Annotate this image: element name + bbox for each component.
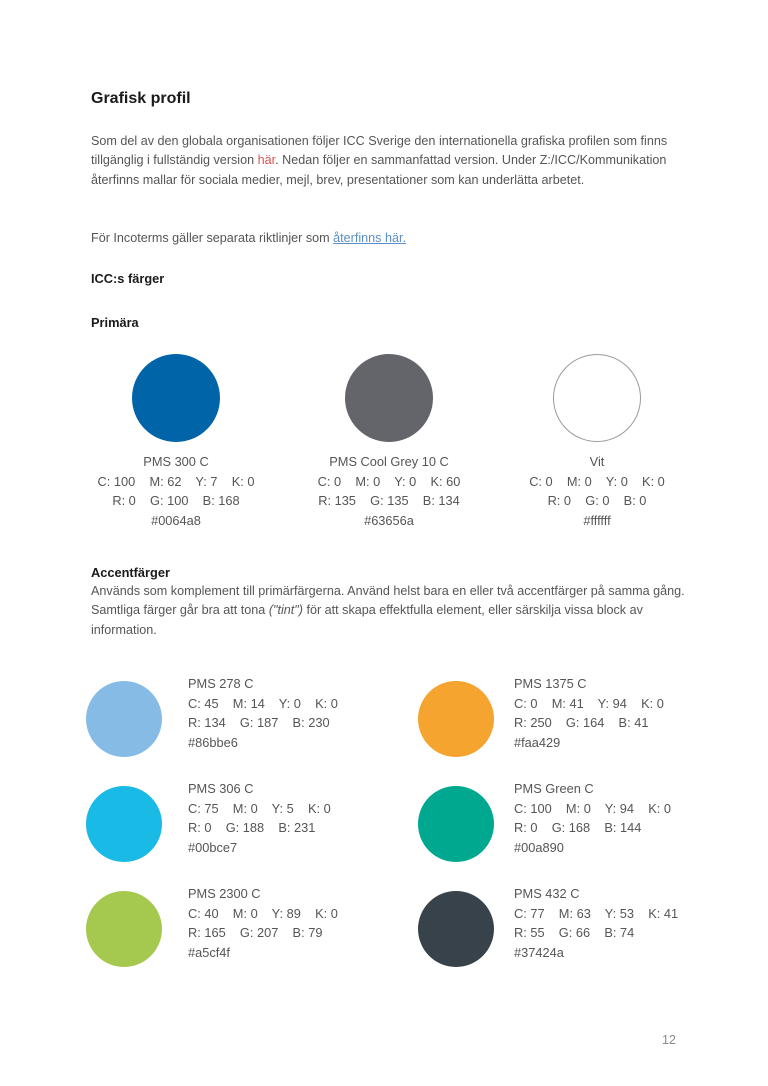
color-circle — [86, 891, 162, 967]
color-circle — [418, 891, 494, 967]
accent-swatch-1375 — [418, 674, 738, 764]
incoterms-paragraph — [91, 229, 691, 248]
color-hex: #00a890 — [514, 839, 564, 855]
color-name: PMS 1375 C — [514, 676, 587, 691]
color-name: PMS 306 C — [188, 781, 254, 796]
color-cmyk: C: 40 M: 0 Y: 89 K: 0 — [188, 905, 338, 921]
incoterms-link[interactable]: återfinns här. — [333, 231, 406, 245]
color-cmyk: C: 0 M: 41 Y: 94 K: 0 — [514, 695, 664, 711]
color-rgb: R: 134 G: 187 B: 230 — [188, 715, 330, 730]
color-rgb: R: 0 G: 168 B: 144 — [514, 820, 642, 835]
color-cmyk: C: 100 M: 0 Y: 94 K: 0 — [514, 800, 671, 816]
primary-swatch-white — [482, 354, 712, 530]
color-name: PMS Cool Grey 10 C — [329, 454, 449, 469]
intro-text-after: . Nedan följer en sammanfattad version. Under Z:/ICC/Kommunikation återfinns mallar för sociala medier, mejl, brev, presentationer som kan underlätta arbetet. — [91, 153, 667, 187]
primary-swatch-grey — [274, 354, 504, 530]
color-circle — [86, 786, 162, 862]
accent-text-italic: ("tint") — [268, 603, 303, 618]
accent-description — [91, 582, 691, 640]
color-hex: #faa429 — [514, 734, 561, 750]
color-rgb: R: 165 G: 207 B: 79 — [188, 925, 323, 940]
primary-swatch-blue — [61, 354, 291, 530]
color-circle — [418, 681, 494, 757]
color-circle — [553, 354, 641, 442]
color-circle — [345, 354, 433, 442]
color-circle — [86, 681, 162, 757]
color-name: PMS 2300 C — [188, 886, 261, 901]
color-name: PMS Green C — [514, 781, 594, 796]
accent-swatch-green — [418, 779, 738, 869]
color-cmyk: C: 0 M: 0 Y: 0 K: 0 — [529, 473, 665, 489]
color-cmyk: C: 45 M: 14 Y: 0 K: 0 — [188, 695, 338, 711]
color-circle — [132, 354, 220, 442]
intro-text-before: Som del av den globala organisationen följer ICC Sverige den internationella grafiska profilen som finns tillgänglig i fullständig version — [91, 134, 668, 168]
color-cmyk: C: 77 M: 63 Y: 53 K: 41 — [514, 905, 679, 921]
primary-heading: Primära — [91, 315, 139, 330]
full-version-link[interactable]: här — [257, 153, 276, 168]
color-rgb: R: 0 G: 100 B: 168 — [112, 493, 240, 508]
color-rgb: R: 135 G: 135 B: 134 — [318, 493, 460, 508]
color-name: PMS 432 C — [514, 886, 580, 901]
color-hex: #63656a — [364, 512, 414, 528]
color-rgb: R: 0 G: 0 B: 0 — [547, 493, 647, 508]
accent-text-after: för att skapa effektfulla element, eller särskilja vissa block av information. — [91, 603, 643, 637]
color-rgb: R: 250 G: 164 B: 41 — [514, 715, 649, 730]
accent-swatch-432 — [418, 884, 738, 974]
color-hex: #a5cf4f — [188, 944, 230, 960]
color-hex: #00bce7 — [188, 839, 238, 855]
color-name: PMS 300 C — [143, 454, 209, 469]
colors-heading: ICC:s färger — [91, 271, 165, 286]
color-name: PMS 278 C — [188, 676, 254, 691]
color-hex: #86bbe6 — [188, 734, 238, 750]
color-hex: #37424a — [514, 944, 564, 960]
accent-heading: Accentfärger — [91, 565, 170, 580]
color-rgb: R: 0 G: 188 B: 231 — [188, 820, 316, 835]
intro-paragraph — [91, 132, 691, 190]
color-name: Vit — [589, 454, 605, 469]
color-cmyk: C: 100 M: 62 Y: 7 K: 0 — [97, 473, 255, 489]
color-rgb: R: 55 G: 66 B: 74 — [514, 925, 635, 940]
color-hex: #0064a8 — [151, 512, 201, 528]
color-hex: #ffffff — [583, 512, 611, 528]
incoterms-text: För Incoterms gäller separata riktlinjer som — [91, 231, 334, 245]
accent-swatch-2300 — [86, 884, 406, 974]
color-circle — [418, 786, 494, 862]
accent-text-before: Används som komplement till primärfärgerna. Använd helst bara en eller två accentfärger på samma gång. Samtliga färger går bra att tona — [91, 584, 685, 618]
accent-swatch-278 — [86, 674, 406, 764]
page-title: Grafisk profil — [91, 90, 191, 107]
accent-swatch-306 — [86, 779, 406, 869]
color-cmyk: C: 75 M: 0 Y: 5 K: 0 — [188, 800, 331, 816]
page-number: 12 — [662, 1033, 676, 1047]
color-cmyk: C: 0 M: 0 Y: 0 K: 60 — [317, 473, 461, 489]
